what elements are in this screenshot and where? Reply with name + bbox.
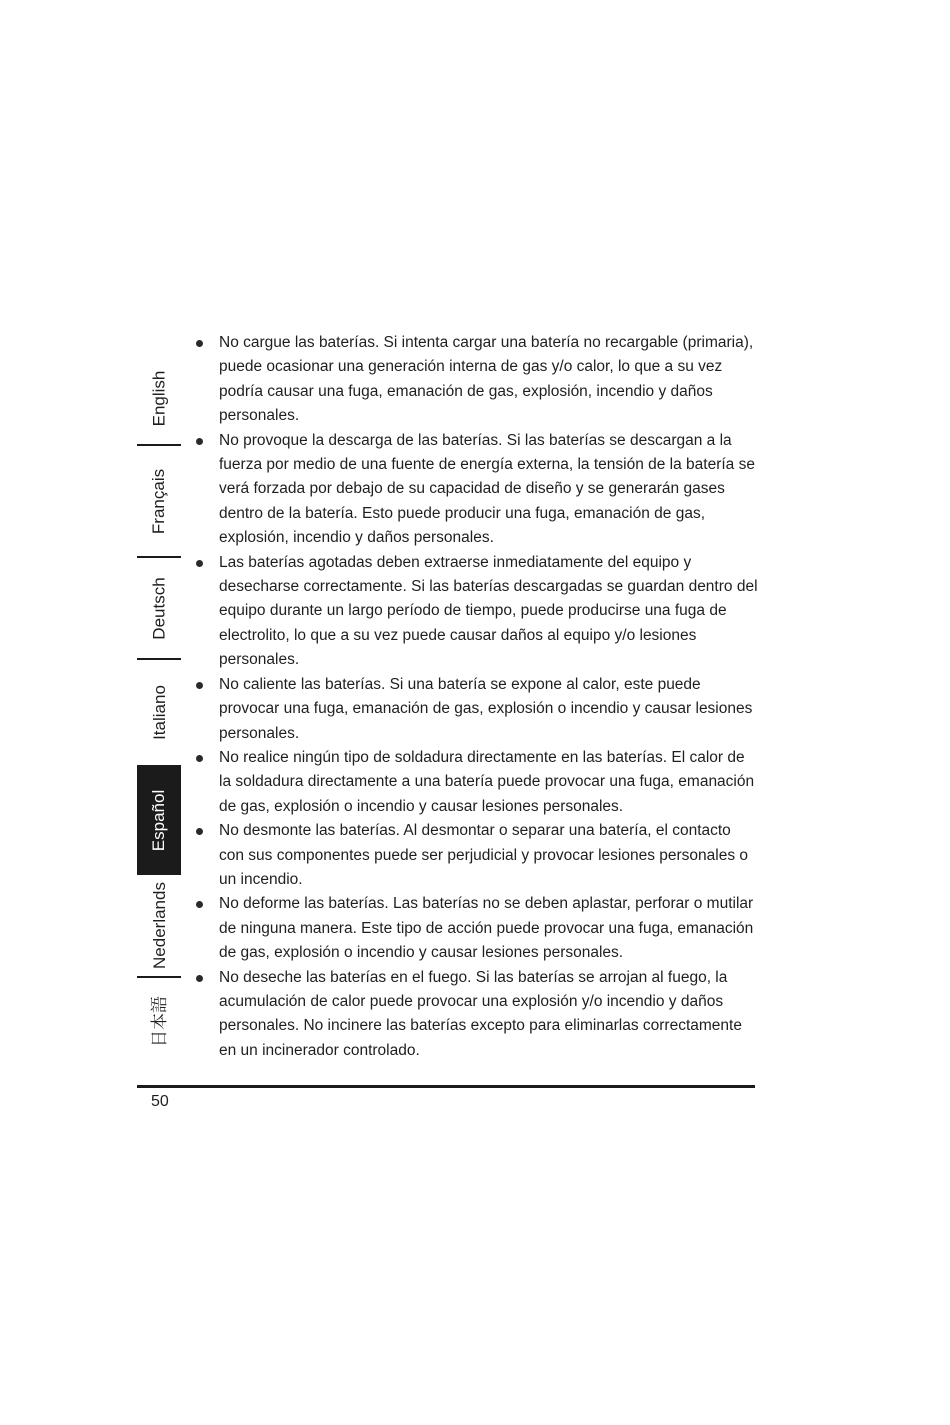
list-item xyxy=(194,892,760,965)
list-item xyxy=(194,673,760,746)
tab-label-francais: Français xyxy=(149,468,169,534)
bullet-text: No cargue las baterías. Si intenta cargar una batería no recargable (primaria), puede ocasionar una generación interna de gas y/o calor, lo que a su vez podría causar una fuga, emanación de gas, explosión, incendio y daños personales. xyxy=(219,334,754,425)
bullet-text: No deforme las baterías. Las baterías no se deben aplastar, perforar o mutilar de ninguna manera. Este tipo de acción puede provocar una fuga, emanación de gas, explosión o incendio y causar lesiones personales. xyxy=(219,895,754,962)
tab-label-english: English xyxy=(149,370,169,426)
bullet-text: No caliente las baterías. Si una batería se expone al calor, este puede provocar una fuga, emanación de gas, explosión o incendio y causar lesiones personales. xyxy=(219,675,753,742)
tab-label-espanol: Español xyxy=(149,789,169,851)
tab-divider xyxy=(137,976,181,978)
tab-label-nederlands: Nederlands xyxy=(149,881,169,969)
list-item xyxy=(194,331,760,429)
bullet-icon xyxy=(196,438,203,445)
bullet-text: No provoque la descarga de las baterías. Si las baterías se descargan a la fuerza por medio de una fuente de energía externa, la tensión de la batería se verá forzada por debajo de su capacidad de diseño y se generarán gases dentro de la batería. Esto puede producir una fuga, emanación de gas, explosión, incendio y daños personales. xyxy=(219,431,755,547)
bullet-icon xyxy=(196,755,203,762)
bullet-icon xyxy=(196,682,203,689)
tab-francais[interactable] xyxy=(137,446,181,556)
tab-label-deutsch: Deutsch xyxy=(149,576,169,640)
footer-divider xyxy=(137,1085,755,1088)
bullet-text: No desmonte las baterías. Al desmontar o separar una batería, el contacto con sus componentes puede ser perjudicial y provocar lesiones personales o un incendio. xyxy=(219,822,749,888)
tab-english[interactable] xyxy=(137,352,181,444)
list-item xyxy=(194,819,760,892)
bullet-icon xyxy=(196,828,203,835)
tab-nederlands[interactable] xyxy=(137,875,181,975)
bullet-icon xyxy=(196,560,203,567)
tab-italiano[interactable] xyxy=(137,660,181,764)
list-item xyxy=(194,551,760,673)
safety-content xyxy=(194,331,760,1063)
safety-bullet-list xyxy=(194,331,760,1063)
bullet-icon xyxy=(196,901,203,908)
bullet-text: No realice ningún tipo de soldadura directamente en las baterías. El calor de la soldadura directamente a una batería puede provocar una fuga, emanación de gas, explosión o incendio y causar lesiones personales. xyxy=(219,748,755,815)
tab-label-italiano: Italiano xyxy=(149,684,169,740)
page-number: 50 xyxy=(151,1093,169,1110)
list-item xyxy=(194,429,760,551)
tab-espanol[interactable] xyxy=(137,765,181,875)
tab-label-japanese: 日本語 xyxy=(149,995,169,1047)
tab-deutsch[interactable] xyxy=(137,558,181,658)
bullet-text: No deseche las baterías en el fuego. Si las baterías se arrojan al fuego, la acumulación de calor puede provocar una explosión y/o incendio y daños personales. No incinere las baterías excepto para eliminarlas correctamente en un incinerador controlado. xyxy=(219,968,742,1059)
language-tabs xyxy=(137,352,181,1068)
bullet-icon xyxy=(196,340,203,347)
bullet-text: Las baterías agotadas deben extraerse inmediatamente del equipo y desecharse correctamente. Si las baterías descargadas se guardan dentro del equipo durante un largo período de tiempo, puede producirse una fuga de electrolito, lo que a su vez puede causar daños al equipo y/o lesiones personales. xyxy=(219,553,758,669)
list-item xyxy=(194,746,760,819)
list-item xyxy=(194,966,760,1064)
bullet-icon xyxy=(196,975,203,982)
tab-japanese[interactable] xyxy=(137,980,181,1062)
